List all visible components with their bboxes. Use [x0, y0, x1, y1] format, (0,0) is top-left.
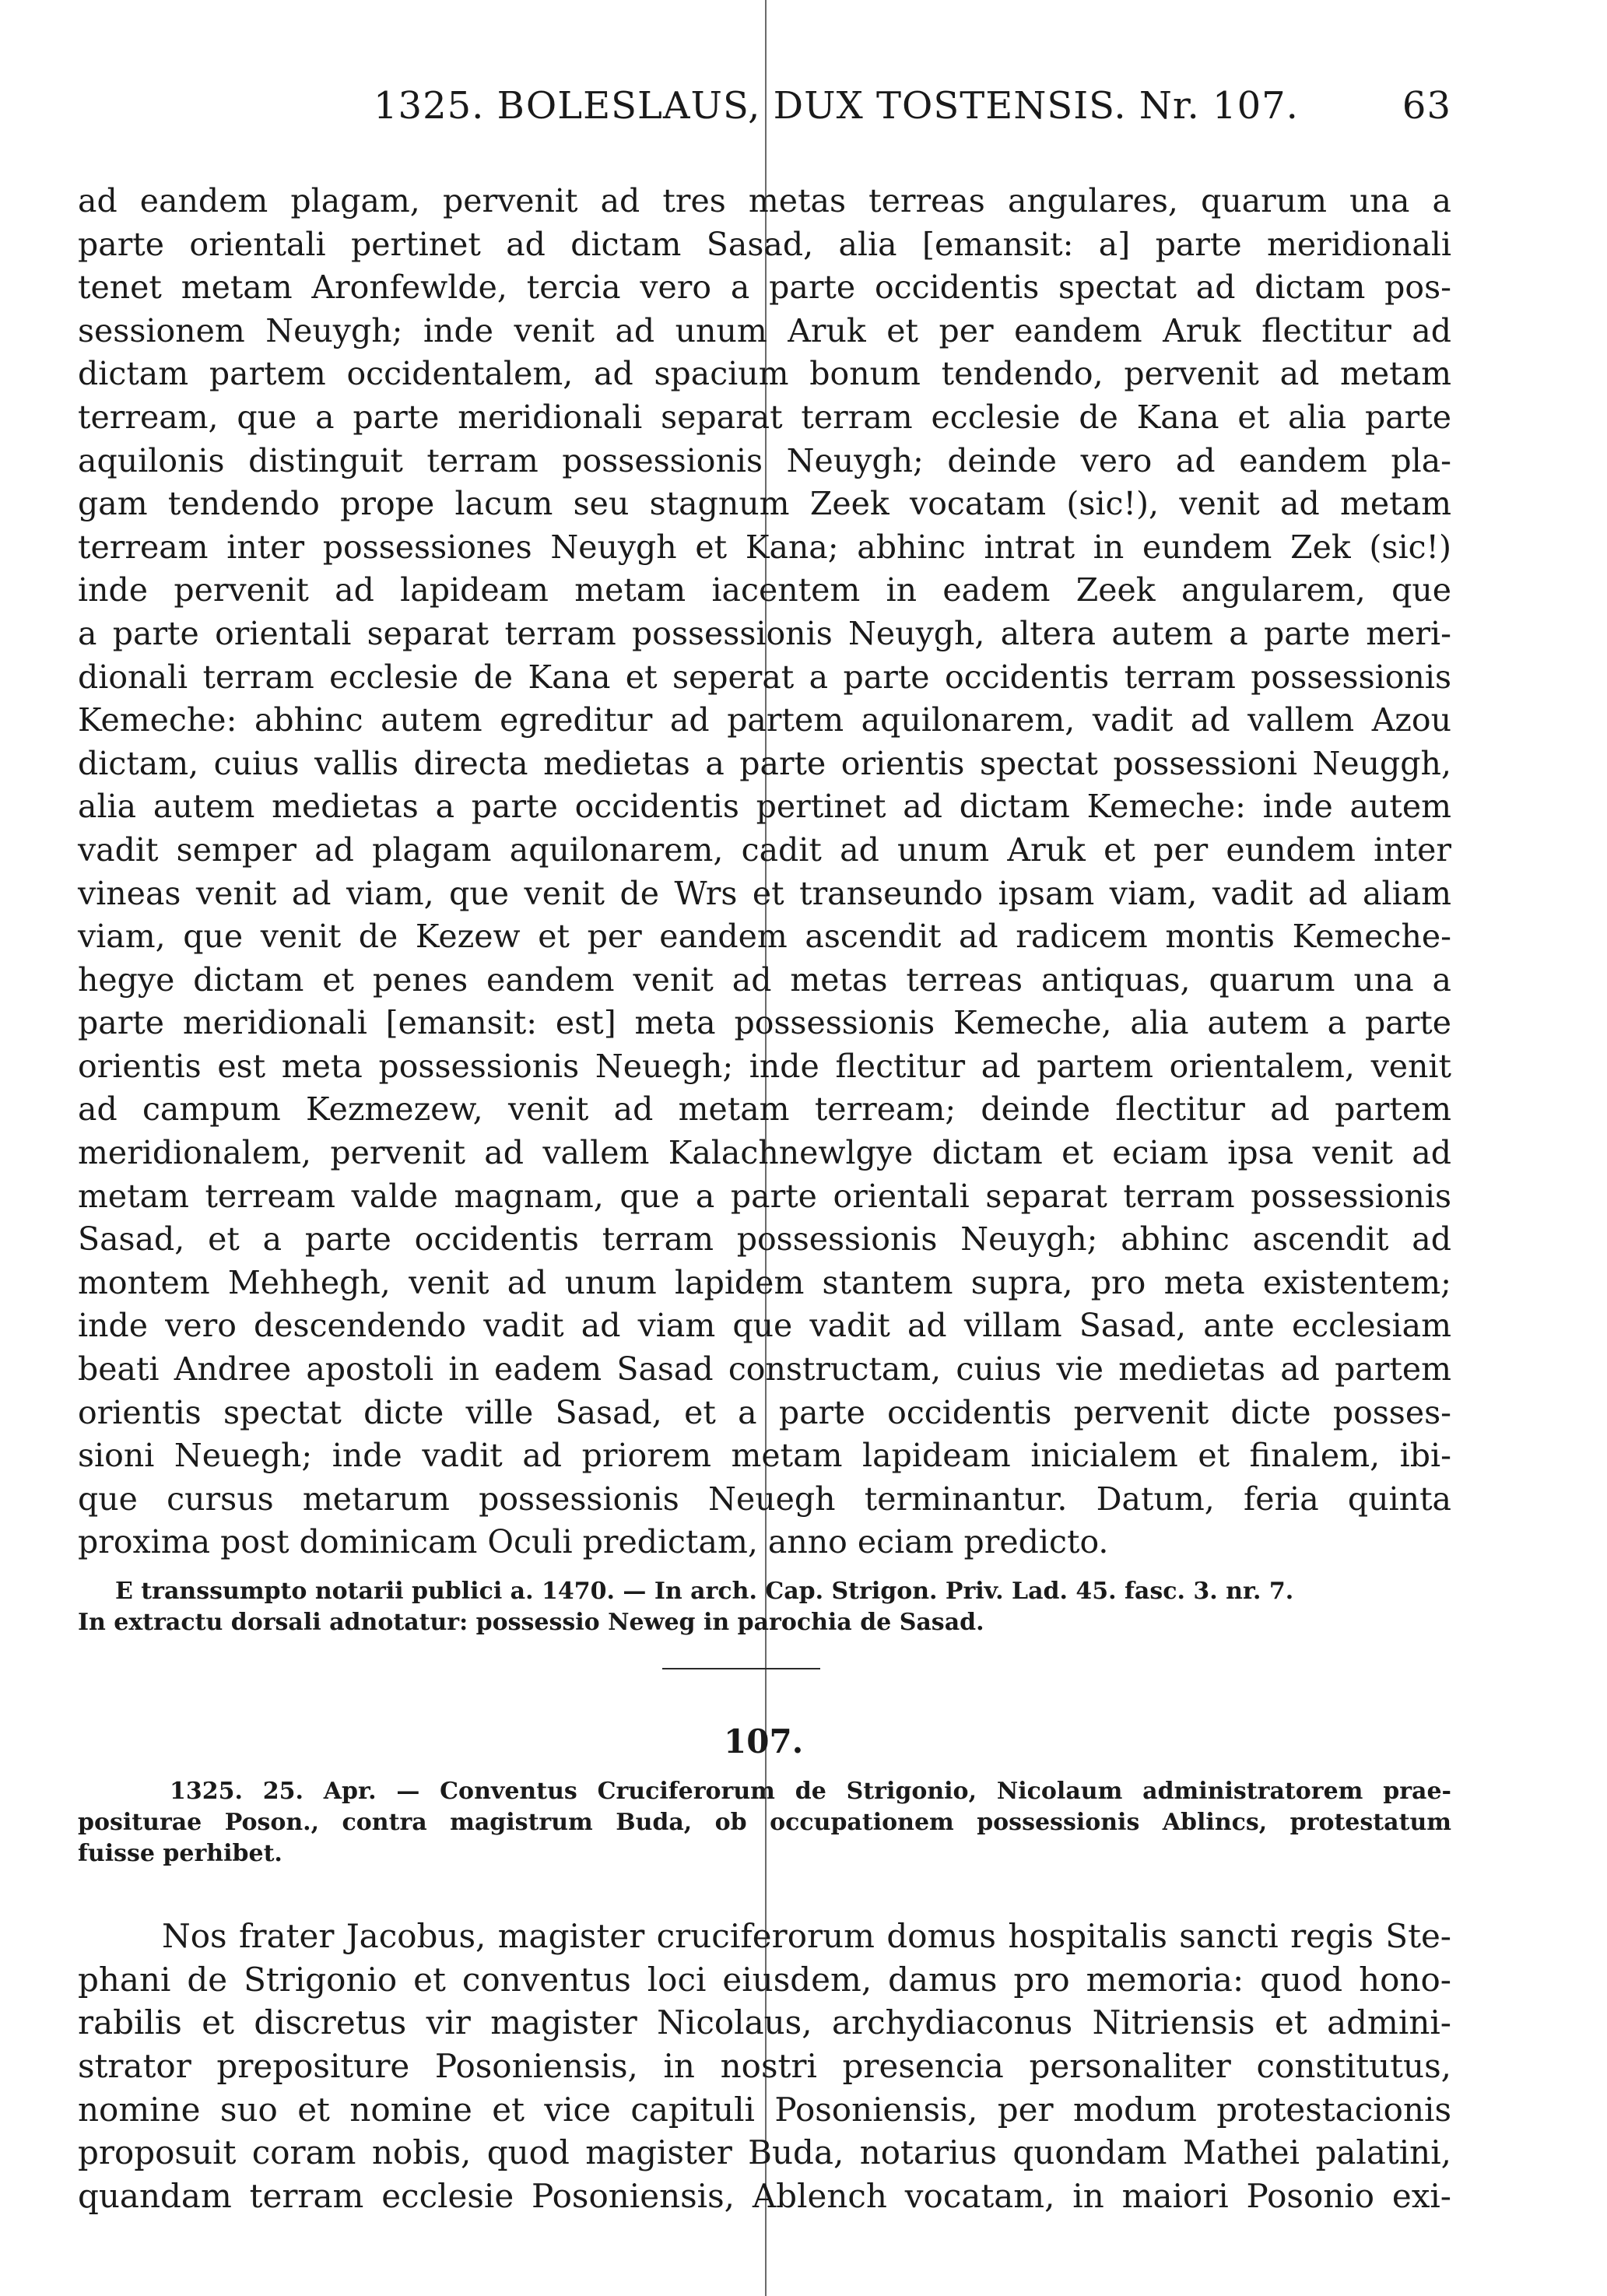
regest-summary	[78, 1776, 1451, 1869]
charter-text-continued	[78, 180, 1451, 1564]
text-line: dictam, cuius vallis directa medietas a parte orientis spectat possessioni Neuggh,	[78, 744, 1451, 782]
text-line: que cursus metarum possessionis Neuegh terminantur. Datum, feria quinta	[78, 1480, 1451, 1518]
text-line: terream, que a parte meridionali separat terram ecclesie de Kana et alia parte	[78, 398, 1451, 436]
text-line: ad campum Kezmezew, venit ad metam terream; deinde flectitur ad partem	[78, 1090, 1451, 1129]
regest-line: fuisse perhibet.	[78, 1840, 282, 1867]
text-line: viam, que venit de Kezew et per eandem ascendit ad radicem montis Kemeche-	[78, 918, 1451, 956]
source-note-line: E transsumpto notarii publici a. 1470. — In arch. Cap. Strigon. Priv. Lad. 45. fasc. 3. nr. 7.	[115, 1578, 1294, 1605]
text-line: a parte orientali separat terram possessionis Neuygh, altera autem a parte meri-	[78, 614, 1451, 652]
document-number: 107.	[724, 1722, 804, 1761]
text-line: orientis spectat dicte ville Sasad, et a parte occidentis pervenit dicte posses-	[78, 1393, 1451, 1431]
charter-line: nomine suo et nomine et vice capituli Posoniensis, per modum protestacionis	[78, 2090, 1451, 2129]
running-header	[78, 84, 1451, 139]
text-line: montem Mehhegh, venit ad unum lapidem stantem supra, pro meta existentem;	[78, 1263, 1451, 1301]
charter-line: phani de Strigonio et conventus loci eiusdem, damus pro memoria: quod hono-	[78, 1960, 1451, 1999]
text-line: inde pervenit ad lapideam metam iacentem in eadem Zeek angularem, que	[78, 571, 1451, 609]
regest-line: positurae Poson., contra magistrum Buda, ob occupationem possessionis Ablincs, protestatum	[78, 1809, 1451, 1836]
text-line: meridionalem, pervenit ad vallem Kalachnewlgye dictam et eciam ipsa venit ad	[78, 1134, 1451, 1172]
text-line: dictam partem occidentalem, ad spacium bonum tendendo, pervenit ad metam	[78, 355, 1451, 393]
source-note-line: In extractu dorsali adnotatur: possessio Neweg in parochia de Sasad.	[78, 1609, 984, 1636]
charter-line: proposuit coram nobis, quod magister Buda, notarius quondam Mathei palatini,	[78, 2133, 1451, 2172]
charter-text	[78, 1915, 1451, 2218]
page-number: 63	[1402, 84, 1451, 128]
text-line: proxima post dominicam Oculi predictam, anno eciam predicto.	[78, 1523, 1109, 1561]
charter-line: strator prepositure Posoniensis, in nostri presencia personaliter constitutus,	[78, 2047, 1451, 2086]
text-line: ad eandem plagam, pervenit ad tres metas terreas angulares, quarum una a	[78, 182, 1451, 219]
regest-line: 1325. 25. Apr. — Conventus Cruciferorum de Strigonio, Nicolaum administratorem prae-	[170, 1778, 1451, 1805]
text-line: metam terream valde magnam, que a parte orientali separat terram possessionis	[78, 1177, 1451, 1215]
text-line: inde vero descendendo vadit ad viam que vadit ad villam Sasad, ante ecclesiam	[78, 1307, 1451, 1345]
section-divider	[662, 1668, 820, 1669]
text-line: parte meridionali [emansit: est] meta possessionis Kemeche, alia autem a parte	[78, 1004, 1451, 1042]
text-line: vineas venit ad viam, que venit de Wrs et transeundo ipsam viam, vadit ad aliam	[78, 874, 1451, 912]
source-note	[78, 1576, 1451, 1638]
text-line: Kemeche: abhinc autem egreditur ad partem aquilonarem, vadit ad vallem Azou	[78, 701, 1451, 739]
text-line: terream inter possessiones Neuygh et Kana; abhinc intrat in eundem Zek (sic!)	[78, 528, 1451, 566]
text-line: beati Andree apostoli in eadem Sasad constructam, cuius vie medietas ad partem	[78, 1350, 1451, 1388]
text-line: aquilonis distinguit terram possessionis Neuygh; deinde vero ad eandem pla-	[78, 441, 1451, 479]
text-line: hegye dictam et penes eandem venit ad metas terreas antiquas, quarum una a	[78, 960, 1451, 999]
charter-line: quandam terram ecclesie Posoniensis, Ablench vocatam, in maiori Posonio exi-	[78, 2177, 1451, 2216]
text-line: Sasad, et a parte occidentis terram possessionis Neuygh; abhinc ascendit ad	[78, 1220, 1451, 1259]
charter-line: rabilis et discretus vir magister Nicolaus, archydiaconus Nitriensis et admini-	[78, 2003, 1451, 2042]
running-title: 1325. BOLESLAUS, DUX TOSTENSIS. Nr. 107.	[374, 84, 1299, 128]
text-line: orientis est meta possessionis Neuegh; inde flectitur ad partem orientalem, venit	[78, 1047, 1451, 1085]
text-line: vadit semper ad plagam aquilonarem, cadit ad unum Aruk et per eundem inter	[78, 830, 1451, 869]
text-line: sioni Neuegh; inde vadit ad priorem metam lapideam inicialem et finalem, ibi-	[78, 1437, 1451, 1475]
text-line: alia autem medietas a parte occidentis pertinet ad dictam Kemeche: inde autem	[78, 788, 1451, 826]
text-line: gam tendendo prope lacum seu stagnum Zeek vocatam (sic!), venit ad metam	[78, 485, 1451, 523]
text-line: sessionem Neuygh; inde venit ad unum Aruk et per eandem Aruk flectitur ad	[78, 311, 1451, 349]
charter-line: Nos frater Jacobus, magister cruciferorum domus hospitalis sancti regis Ste-	[162, 1917, 1451, 1955]
text-line: dionali terram ecclesie de Kana et seperat a parte occidentis terram possessionis	[78, 658, 1451, 696]
text-line: parte orientali pertinet ad dictam Sasad, alia [emansit: a] parte meridionali	[78, 225, 1451, 263]
text-line: tenet metam Aronfewlde, tercia vero a parte occidentis spectat ad dictam pos-	[78, 269, 1451, 307]
